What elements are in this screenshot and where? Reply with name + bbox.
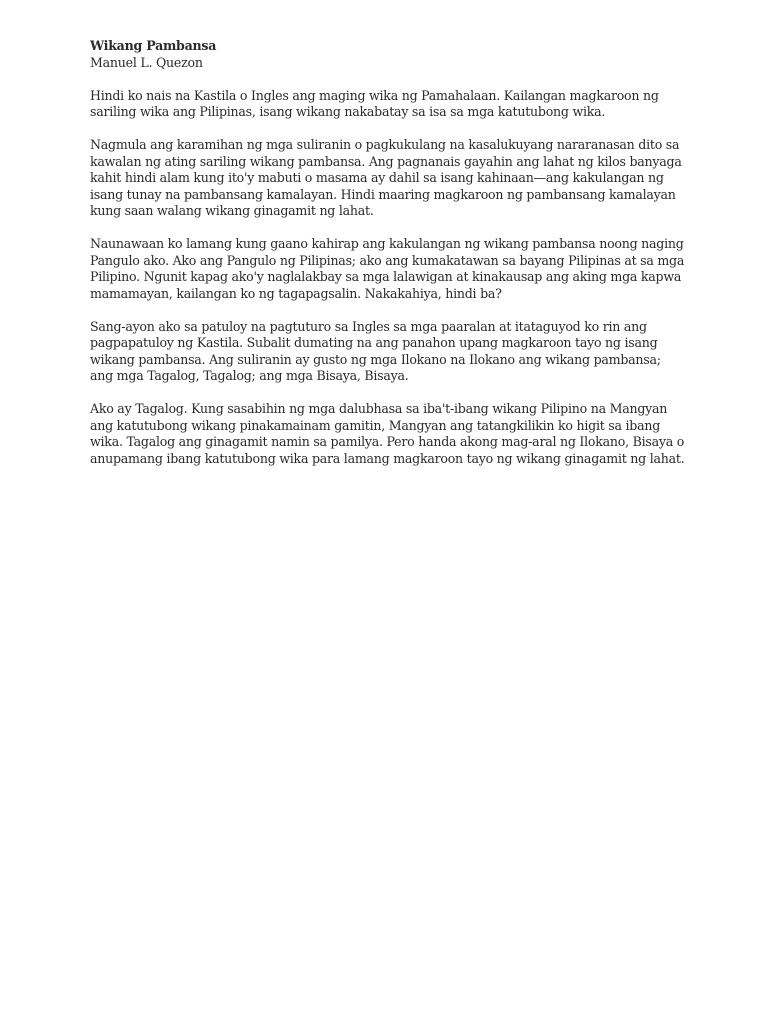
paragraph-4: Sang-ayon ako sa patuloy na pagtuturo sa Ingles sa mga paaralan at itataguyod ko rin ang pagpapatuloy ng Kastila. Subalit dumating na ang panahon upang magkaroon tayo ng isang wikang pambansa. Ang suliranin ay gusto ng mga Ilokano na Ilokano ang wikang pambansa; ang mga Tagalog, Tagalog; ang mga Bisaya, Bisaya. — [90, 318, 661, 383]
document-page — [90, 38, 686, 484]
paragraph-5: Ako ay Tagalog. Kung sasabihin ng mga dalubhasa sa iba't-ibang wikang Pilipino na Mangyan ang katutubong wikang pinakamainam gamitin, Mangyan ang tatangkilikin ko higit sa ibang wika. Tagalog ang ginagamit namin sa pamilya. Pero handa akong mag-aral ng Ilokano, Bisaya o anupamang ibang katutubong wika para lamang magkaroon tayo ng wikang ginagamit ng lahat. — [90, 401, 685, 466]
document-author: Manuel L. Quezon — [90, 54, 203, 70]
paragraph-2: Nagmula ang karamihan ng mga suliranin o pagkukulang na kasalukuyang nararanasan dito sa kawalan ng ating sariling wikang pambansa. Ang pagnanais gayahin ang lahat ng kilos banyaga kahit hindi alam kung ito'y mabuti o masama ay dahil sa isang kahinaan—ang kakulangan ng isang tunay na pambansang kamalayan. Hindi maaring magkaroon ng pambansang kamalayan kung saan walang wikang ginagamit ng lahat. — [90, 137, 682, 218]
document-title: Wikang Pambansa — [90, 38, 217, 53]
paragraph-1: Hindi ko nais na Kastila o Ingles ang maging wika ng Pamahalaan. Kailangan magkaroon ng sariling wika ang Pilipinas, isang wikang nakabatay sa isa sa mga katutubong wika. — [90, 87, 659, 119]
paragraph-3: Naunawaan ko lamang kung gaano kahirap ang kakulangan ng wikang pambansa noong naging Pangulo ako. Ako ang Pangulo ng Pilipinas; ako ang kumakatawan sa bayang Pilipinas at sa mga Pilipino. Ngunit kapag ako'y naglalakbay sa mga lalawigan at kinakausap ang aking mga kapwa mamamayan, kailangan ko ng tagapagsalin. Nakakahiya, hindi ba? — [90, 236, 685, 301]
